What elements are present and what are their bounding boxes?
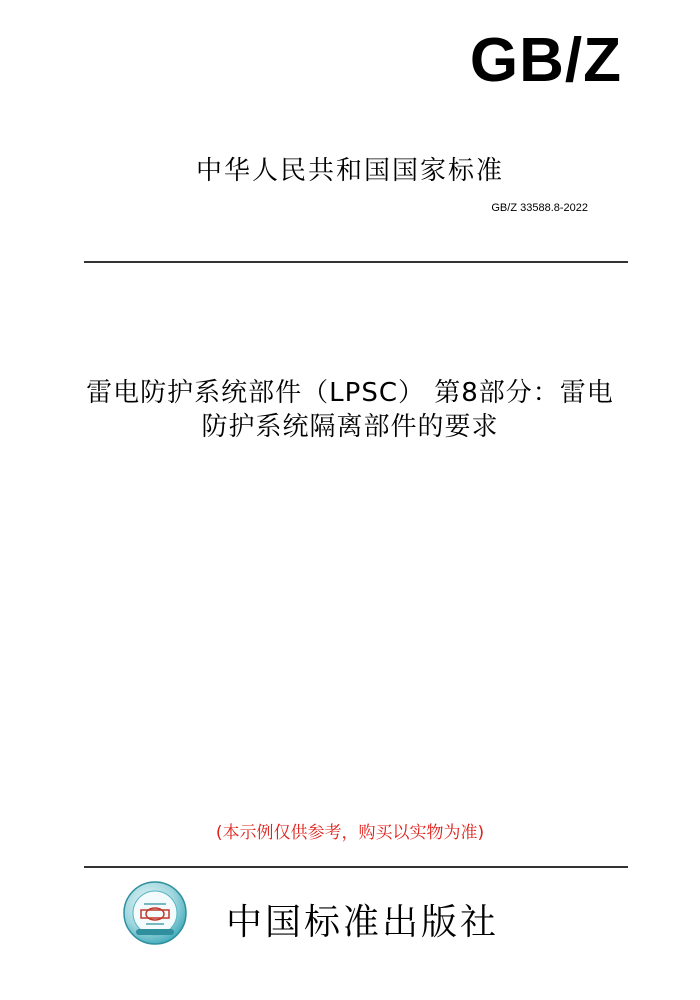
anti-counterfeit-seal-icon [122, 880, 188, 946]
standard-category-title: 中华人民共和国国家标准 [195, 156, 504, 186]
bottom-divider [84, 866, 628, 868]
sample-note: (本示例仅供参考，购买以实物为准) [215, 823, 485, 843]
standard-number: GB/Z 33588.8-2022 [491, 202, 588, 214]
document-title-line-1: 雷电防护系统部件（LPSC） 第8部分：雷电 [86, 378, 614, 408]
document-title-line-2: 防护系统隔离部件的要求 [201, 412, 499, 442]
top-divider [84, 261, 628, 263]
document-title [40, 376, 660, 444]
publisher-name: 中国标准出版社 [226, 902, 500, 943]
standard-code-logo: GB/Z [469, 26, 622, 95]
